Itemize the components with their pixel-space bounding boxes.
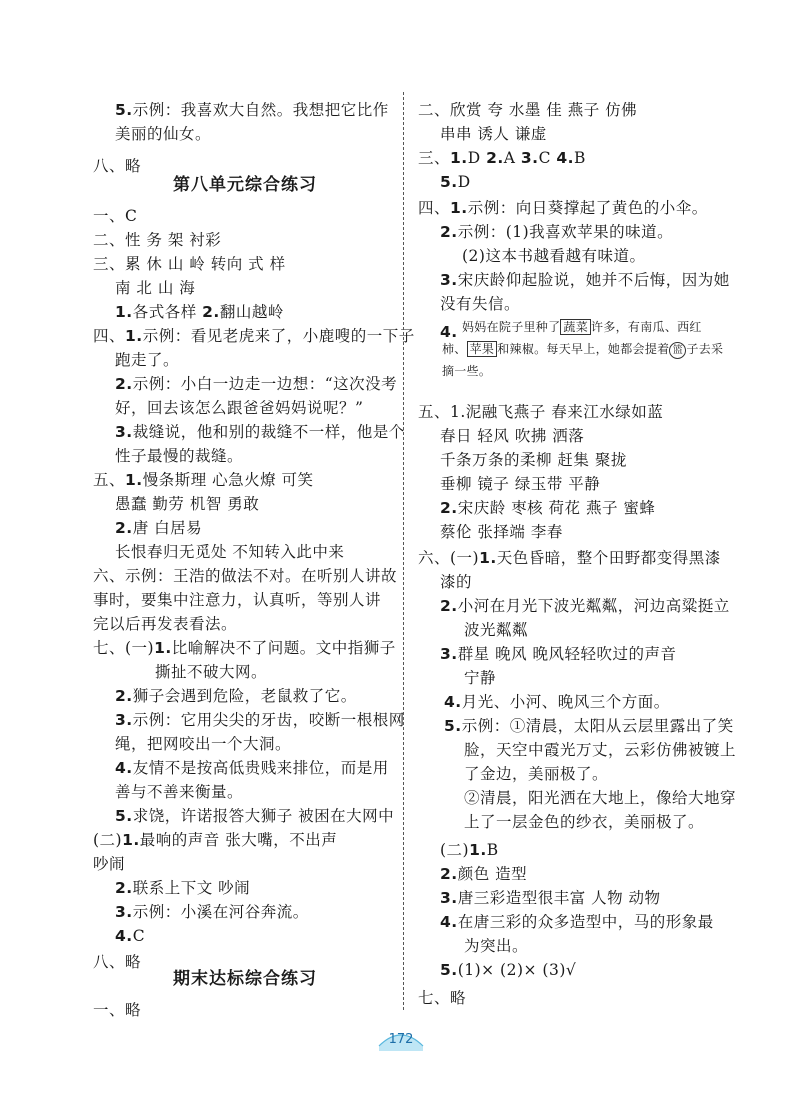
answer-text: 裁缝说，他和别的裁缝不一样，他是个 <box>132 423 405 441</box>
item-number: 4. <box>556 149 575 167</box>
item-number: 1. <box>125 327 143 345</box>
answer-text: 没有失信。 <box>440 295 521 313</box>
answer-text: 月光、小河、晚风三个方面。 <box>461 693 670 711</box>
page-number: 172 <box>388 1032 414 1047</box>
answer-text: 了金边，美丽极了。 <box>464 765 609 783</box>
answer-line <box>444 692 670 712</box>
answer-line <box>115 398 363 418</box>
answer-text: 宋庆龄 枣核 荷花 燕子 蜜蜂 <box>457 499 656 517</box>
answer-text: 群星 晚风 晚风轻轻吹过的声音 <box>457 645 677 663</box>
answer-text: 各式各样 <box>132 303 203 321</box>
prefix: 六、(一) <box>418 549 480 567</box>
answer-line <box>115 422 405 442</box>
answer-text: 为突出。 <box>464 937 529 955</box>
answer-line <box>115 124 211 144</box>
handwritten-line <box>462 318 702 336</box>
answer-line <box>115 758 389 778</box>
prefix: 七、(一) <box>93 639 155 657</box>
answer-text: 一、C <box>93 207 138 225</box>
answer-line <box>440 572 472 592</box>
hw-text: 和辣椒。每天早上，她都会提着 <box>497 342 670 356</box>
answer-text: 善与不善来衡量。 <box>115 783 244 801</box>
page-number-badge <box>378 1030 424 1052</box>
answer-text: 千条万条的柔柳 赶集 聚拢 <box>440 451 627 469</box>
answer-line <box>93 326 415 346</box>
item-number: 3. <box>520 149 539 167</box>
answer-line <box>418 402 663 422</box>
answer-line <box>115 100 389 120</box>
answer-text: 比喻解决不了问题。文中指狮子 <box>171 639 396 657</box>
answer-text: 翻山越岭 <box>219 303 284 321</box>
item-number: 2. <box>115 687 133 705</box>
answer-line <box>115 902 309 922</box>
answer-line <box>440 960 576 980</box>
answer-text: 脸，天空中霞光万丈，云彩仿佛被镀上 <box>464 741 737 759</box>
circled-word: 篮 <box>669 342 686 359</box>
answer-text: 示例：小溪在河谷奔流。 <box>132 903 309 921</box>
answer-text: 完以后再发表看法。 <box>93 615 238 633</box>
answer-text: 绳，把网咬出一个大洞。 <box>115 735 292 753</box>
item-number: 1. <box>450 199 468 217</box>
answer-line <box>440 644 677 664</box>
hw-text: 子去采 <box>686 342 724 356</box>
answer-line <box>93 830 337 850</box>
hw-text: ，有南瓜、西红 <box>615 320 702 334</box>
boxed-word: 蔬菜 <box>560 319 591 335</box>
answer-text: 友情不是按高低贵贱来排位，而是用 <box>132 759 389 777</box>
answer-line <box>115 278 195 298</box>
answer-line <box>440 294 520 314</box>
answer-line <box>464 764 608 784</box>
answer-text: 长恨春归无觅处 不知转入此中来 <box>115 543 345 561</box>
answer-text: 示例：(1)我喜欢苹果的味道。 <box>457 223 674 241</box>
answer-line <box>115 494 259 514</box>
answer-text: 蔡伦 张择端 李春 <box>440 523 563 541</box>
answer-text: D <box>467 149 487 167</box>
prefix: (二) <box>93 831 123 849</box>
answer-line <box>115 542 344 562</box>
prefix: 三、 <box>418 149 451 167</box>
answer-text: 串串 诱人 谦虚 <box>440 125 547 143</box>
item-number: 1. <box>450 149 468 167</box>
answer-text: 漆的 <box>440 573 473 591</box>
item-number: 3. <box>115 903 133 921</box>
answer-text: 示例：看见老虎来了，小鹿嗖的一下子 <box>142 327 415 345</box>
answer-line <box>93 470 314 490</box>
answer-line <box>93 854 125 874</box>
answer-text: 联系上下文 吵闹 <box>132 879 251 897</box>
prefix: 四、 <box>418 199 451 217</box>
answer-line <box>155 662 267 682</box>
answer-line <box>440 498 655 518</box>
answer-line <box>440 450 627 470</box>
item-number: 1. <box>469 841 487 859</box>
answer-line <box>418 988 466 1008</box>
answer-text: 性子最慢的裁缝。 <box>115 447 244 465</box>
answer-text: 事时，要集中注意力，认真听，等别人讲 <box>93 591 382 609</box>
answer-line <box>464 936 528 956</box>
answer-line <box>440 222 673 242</box>
answer-line <box>440 474 600 494</box>
section-heading: 第八单元综合练习 <box>173 175 317 195</box>
item-number: 2. <box>440 499 458 517</box>
answer-text: C <box>538 149 557 167</box>
answer-line <box>93 254 286 274</box>
answer-line <box>440 912 714 932</box>
answer-text: 八、略 <box>93 953 142 971</box>
item-number: 5. <box>115 101 133 119</box>
item-number: 3. <box>115 711 133 729</box>
answer-line <box>115 686 357 706</box>
answer-text: 示例：它用尖尖的牙齿，咬断一根根网 <box>132 711 405 729</box>
prefix: 五、 <box>93 471 126 489</box>
answer-text: C <box>132 927 146 945</box>
answer-text: ②清晨，阳光洒在大地上，像给大地穿 <box>464 789 737 807</box>
answer-line <box>440 840 499 860</box>
item-number: 2. <box>440 223 458 241</box>
answer-text: 撕扯不破大网。 <box>155 663 268 681</box>
answer-text: A <box>503 149 521 167</box>
answer-line <box>464 668 496 688</box>
item-number: 5. <box>115 807 133 825</box>
answer-line <box>464 812 704 832</box>
answer-line <box>93 206 137 226</box>
answer-line <box>440 888 661 908</box>
answer-text: (2)这本书越看越有味道。 <box>462 247 646 265</box>
hw-text: 柿、 <box>442 342 467 356</box>
answer-text: 好，回去该怎么跟爸爸妈妈说呢？” <box>115 399 364 417</box>
item-number: 2. <box>115 879 133 897</box>
answer-line <box>464 620 528 640</box>
answer-line <box>93 1000 141 1020</box>
answer-text: 示例：我喜欢大自然。我想把它比作 <box>132 101 389 119</box>
answer-text: B <box>486 841 499 859</box>
answer-line <box>440 124 547 144</box>
answer-line <box>418 148 586 168</box>
item-number: 4. <box>440 323 458 341</box>
answer-line <box>93 590 381 610</box>
answer-line <box>440 522 563 542</box>
answer-text: 二、欣赏 夸 水墨 佳 燕子 仿佛 <box>418 101 638 119</box>
item-number: 4. <box>440 913 458 931</box>
answer-text: 春日 轻风 吹拂 洒落 <box>440 427 585 445</box>
answer-text: 示例：小白一边走一边想：“这次没考 <box>132 375 398 393</box>
item-number: 4. <box>444 693 462 711</box>
prefix: 四、 <box>93 327 126 345</box>
answer-text: (1)× (2)× (3)√ <box>457 961 577 979</box>
item-number: 2. <box>115 519 133 537</box>
answer-text: 颜色 造型 <box>457 865 528 883</box>
answer-text: 五、1.泥融飞燕子 春来江水绿如蓝 <box>418 403 664 421</box>
item-number: 2. <box>115 375 133 393</box>
answer-line <box>418 100 637 120</box>
answer-text: 小河在月光下波光粼粼，河边高粱挺立 <box>457 597 730 615</box>
hw-text: 许多 <box>591 320 616 334</box>
answer-text: 慢条斯理 心急火燎 可笑 <box>142 471 314 489</box>
item-number: 1. <box>122 831 140 849</box>
answer-text: 七、略 <box>418 989 467 1007</box>
answer-text: 南 北 山 海 <box>115 279 196 297</box>
answer-line <box>440 596 730 616</box>
handwritten-line <box>442 340 723 359</box>
answer-text: 最响的声音 张大嘴，不出声 <box>139 831 338 849</box>
item-number: 1. <box>479 549 497 567</box>
answer-line <box>418 198 708 218</box>
item-number: 2. <box>440 597 458 615</box>
answer-text: 唐 白居易 <box>132 519 203 537</box>
answer-line <box>93 614 237 634</box>
answer-line <box>464 740 736 760</box>
answer-line <box>115 710 405 730</box>
answer-line <box>440 322 458 342</box>
answer-text: 示例：向日葵撑起了黄色的小伞。 <box>467 199 708 217</box>
answer-line <box>462 246 645 266</box>
item-number: 4. <box>115 927 133 945</box>
answer-line <box>115 350 179 370</box>
boxed-word: 苹果 <box>467 341 498 357</box>
item-number: 3. <box>440 271 458 289</box>
answer-line <box>93 566 397 586</box>
answer-text: 在唐三彩的众多造型中，马的形象最 <box>457 913 714 931</box>
answer-text: 一、略 <box>93 1001 142 1019</box>
answer-text: 愚蠢 勤劳 机智 勇敢 <box>115 495 260 513</box>
answer-line <box>440 270 730 290</box>
answer-text: 唐三彩造型很丰富 人物 动物 <box>457 889 661 907</box>
handwritten-line <box>442 362 491 380</box>
answer-text: 宁静 <box>464 669 497 687</box>
answer-line <box>115 446 243 466</box>
answer-text: 天色昏暗，整个田野都变得黑漆 <box>496 549 721 567</box>
answer-line <box>93 638 396 658</box>
answer-line <box>115 782 243 802</box>
answer-line <box>440 864 527 884</box>
prefix: (二) <box>440 841 470 859</box>
answer-line <box>93 156 141 176</box>
answer-text: 三、累 休 山 岭 转向 式 样 <box>93 255 286 273</box>
answer-line <box>115 878 250 898</box>
answer-text: 垂柳 镜子 绿玉带 平静 <box>440 475 601 493</box>
answer-text: 吵闹 <box>93 855 126 873</box>
answer-text: 二、性 务 架 衬彩 <box>93 231 222 249</box>
item-number: 3. <box>440 889 458 907</box>
item-number: 2. <box>202 303 220 321</box>
answer-line <box>115 806 394 826</box>
answer-line <box>440 172 471 192</box>
answer-text: 求饶，许诺报答大狮子 被困在大网中 <box>132 807 395 825</box>
item-number: 5. <box>440 173 458 191</box>
answer-text: D <box>457 173 471 191</box>
answer-text: 上了一层金色的纱衣，美丽极了。 <box>464 813 705 831</box>
answer-line <box>464 788 736 808</box>
item-number: 5. <box>440 961 458 979</box>
answer-line <box>115 734 291 754</box>
answer-text: B <box>574 149 586 167</box>
answer-line <box>440 426 584 446</box>
answer-text: 宋庆龄仰起脸说，她并不后悔，因为她 <box>457 271 730 289</box>
answer-line <box>418 548 721 568</box>
answer-text: 狮子会遇到危险，老鼠救了它。 <box>132 687 357 705</box>
item-number: 1. <box>125 471 143 489</box>
answer-text: 波光粼粼 <box>464 621 529 639</box>
answer-line <box>93 230 221 250</box>
item-number: 3. <box>440 645 458 663</box>
item-number: 2. <box>486 149 504 167</box>
answer-text: 美丽的仙女。 <box>115 125 212 143</box>
section-heading: 期末达标综合练习 <box>173 969 317 989</box>
hw-text: 摘一些。 <box>442 364 492 378</box>
item-number: 1. <box>115 303 133 321</box>
answer-line <box>115 926 145 946</box>
answer-text: 六、示例：王浩的做法不对。在听别人讲故 <box>93 567 398 585</box>
hw-text: 妈妈在院子里种了 <box>462 320 561 334</box>
item-number: 3. <box>115 423 133 441</box>
answer-text: 示例：①清晨，太阳从云层里露出了笑 <box>461 717 734 735</box>
item-number: 2. <box>440 865 458 883</box>
column-divider <box>403 92 404 1010</box>
answer-line <box>115 518 202 538</box>
answer-line <box>115 374 397 394</box>
answer-line <box>444 716 734 736</box>
item-number: 1. <box>154 639 172 657</box>
item-number: 5. <box>444 717 462 735</box>
answer-line <box>93 952 141 972</box>
item-number: 4. <box>115 759 133 777</box>
answer-text: 八、略 <box>93 157 142 175</box>
answer-text: 跑走了。 <box>115 351 180 369</box>
answer-line <box>115 302 284 322</box>
